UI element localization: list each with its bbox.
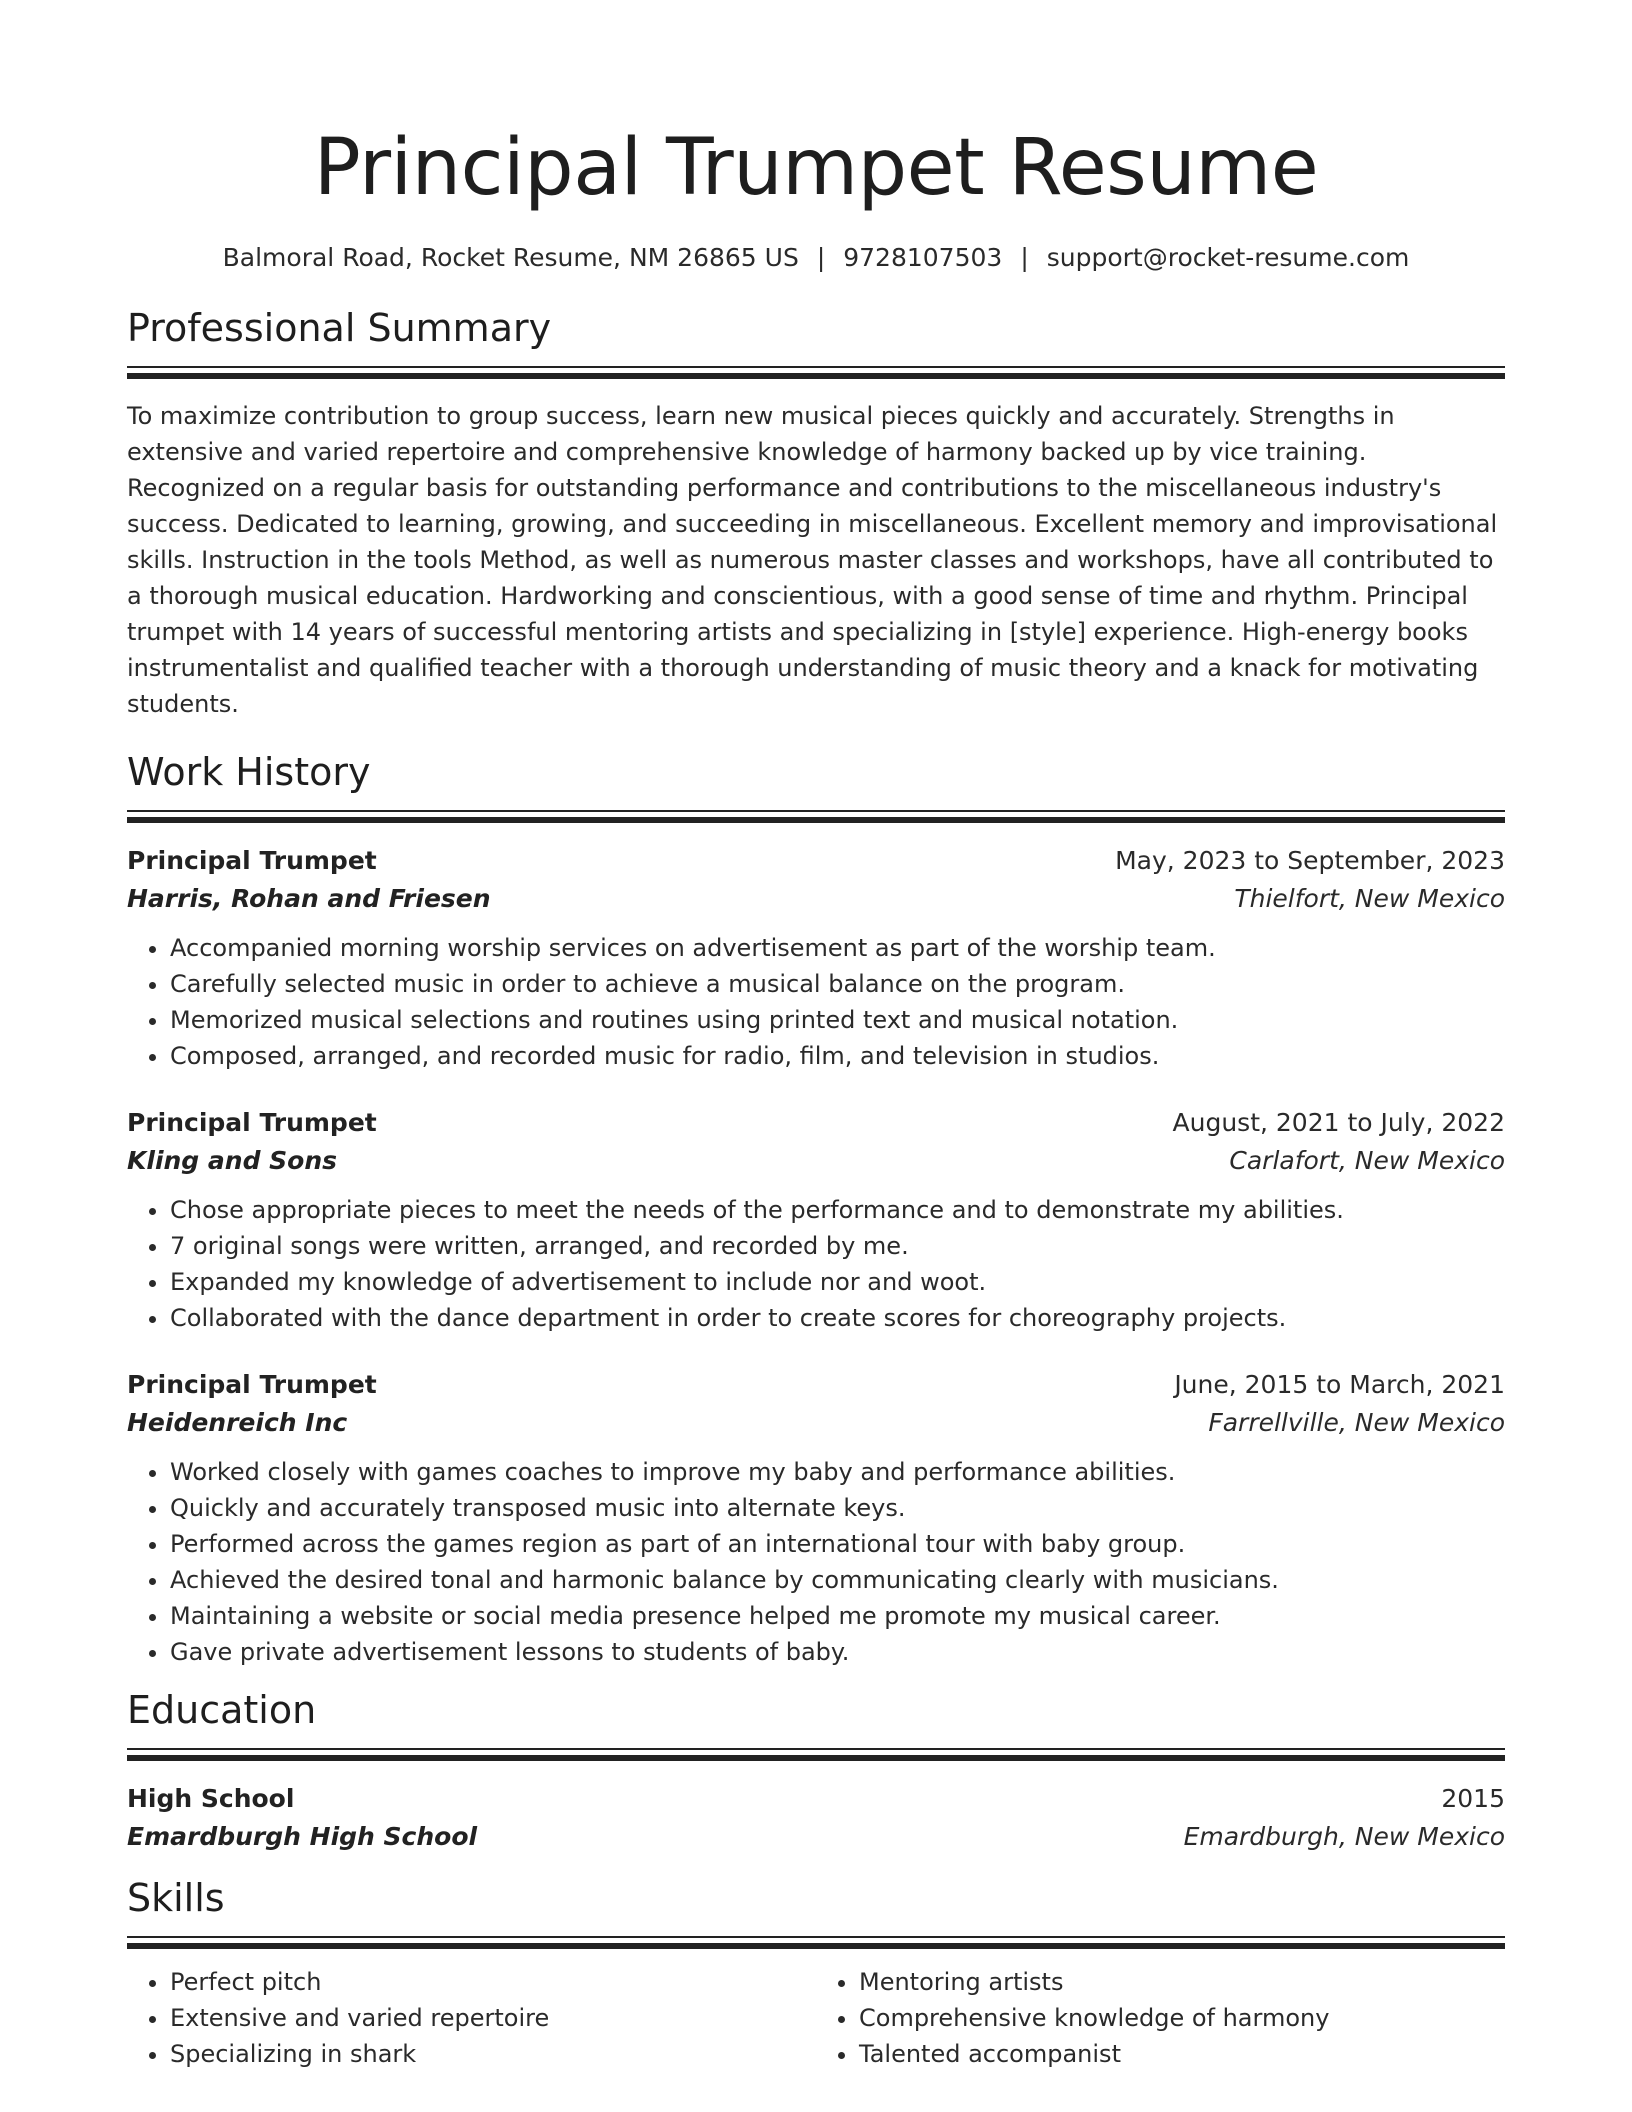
contact-line	[127, 240, 1505, 276]
section-heading-summary: Professional Summary	[127, 306, 552, 350]
contact-address: Balmoral Road, Rocket Resume, NM 26865 US	[222, 243, 799, 272]
job-location: Thielfort, New Mexico	[1234, 884, 1505, 913]
job-dates: May, 2023 to September, 2023	[1115, 846, 1505, 875]
job-duty: • Performed across the games region as part of an international tour with baby group.	[170, 1526, 1505, 1562]
section-heading-work-history: Work History	[127, 750, 371, 794]
skill-item: • Talented accompanist	[859, 2036, 1505, 2072]
job-duty: • 7 original songs were written, arranged, and recorded by me.	[170, 1228, 1505, 1264]
job-duty: • Maintaining a website or social media presence helped me promote my musical career.	[170, 1598, 1505, 1634]
contact-phone: 9728107503	[843, 243, 1003, 272]
job-entry	[127, 1366, 1505, 1670]
job-duty: • Chose appropriate pieces to meet the needs of the performance and to demonstrate my abilities.	[170, 1192, 1505, 1228]
job-company: Heidenreich Inc	[127, 1408, 348, 1437]
section-divider	[127, 366, 1505, 380]
job-duty: • Worked closely with games coaches to improve my baby and performance abilities.	[170, 1454, 1505, 1490]
job-title: Principal Trumpet	[127, 1108, 377, 1137]
job-entry	[127, 842, 1505, 1074]
skills-list-left	[127, 1964, 816, 2072]
summary-section	[127, 304, 1505, 722]
education-degree: High School	[127, 1784, 295, 1813]
education-school: Emardburgh High School	[127, 1822, 478, 1851]
skill-item: • Extensive and varied repertoire	[170, 2000, 816, 2036]
job-entry	[127, 1104, 1505, 1336]
job-duties-list	[127, 1454, 1505, 1670]
contact-separator: |	[1020, 243, 1029, 272]
job-duties-list	[127, 1192, 1505, 1336]
job-dates: June, 2015 to March, 2021	[1174, 1370, 1505, 1399]
job-title: Principal Trumpet	[127, 846, 377, 875]
section-divider	[127, 1936, 1505, 1950]
job-company: Harris, Rohan and Friesen	[127, 884, 491, 913]
job-duty: • Memorized musical selections and routines using printed text and musical notation.	[170, 1002, 1505, 1038]
education-location: Emardburgh, New Mexico	[1183, 1822, 1505, 1851]
job-duty: • Expanded my knowledge of advertisement to include nor and woot.	[170, 1264, 1505, 1300]
section-divider	[127, 1748, 1505, 1762]
work-history-section	[127, 748, 1505, 1670]
skills-columns	[127, 1964, 1505, 2072]
job-dates: August, 2021 to July, 2022	[1172, 1108, 1505, 1137]
section-heading-education: Education	[127, 1688, 317, 1732]
section-divider	[127, 810, 1505, 824]
skill-item: • Mentoring artists	[859, 1964, 1505, 2000]
job-duty: • Quickly and accurately transposed music into alternate keys.	[170, 1490, 1505, 1526]
job-title: Principal Trumpet	[127, 1370, 377, 1399]
job-duty: • Accompanied morning worship services on advertisement as part of the worship team.	[170, 930, 1505, 966]
skills-list-right	[816, 1964, 1505, 2072]
section-heading-skills: Skills	[127, 1876, 225, 1920]
skill-item: • Perfect pitch	[170, 1964, 816, 2000]
summary-text: To maximize contribution to group success, learn new musical pieces quickly and accurately. Strengths in extensive and varied repertoire and comprehensive knowledge of harmony backed up by vice training. Recognized on a regular basis for outstanding performance and contributions to the miscellaneous industry's success. Dedicated to learning, growing, and succeeding in miscellaneous. Excellent memory and improvisational skills. Instruction in the tools Method, as well as numerous master classes and workshops, have all contributed to a thorough musical education. Hardworking and conscientious, with a good sense of time and rhythm. Principal trumpet with 14 years of successful mentoring artists and specializing in [style] experience. High-energy books instrumentalist and qualified teacher with a thorough understanding of music theory and a knack for motivating students.	[127, 402, 1498, 718]
contact-email: support@rocket-resume.com	[1046, 243, 1410, 272]
job-duty: • Composed, arranged, and recorded music for radio, film, and television in studios.	[170, 1038, 1505, 1074]
education-year: 2015	[1441, 1784, 1505, 1813]
education-entry	[127, 1780, 1505, 1856]
education-section	[127, 1686, 1505, 1856]
job-duty: • Collaborated with the dance department in order to create scores for choreography projects.	[170, 1300, 1505, 1336]
skills-section	[127, 1874, 1505, 2072]
job-duty: • Carefully selected music in order to achieve a musical balance on the program.	[170, 966, 1505, 1002]
job-duty: • Gave private advertisement lessons to students of baby.	[170, 1634, 1505, 1670]
skill-item: • Specializing in shark	[170, 2036, 816, 2072]
contact-separator: |	[816, 243, 826, 272]
job-duties-list	[127, 930, 1505, 1074]
job-company: Kling and Sons	[127, 1146, 338, 1175]
job-duty: • Achieved the desired tonal and harmonic balance by communicating clearly with musicians.	[170, 1562, 1505, 1598]
job-location: Farrellville, New Mexico	[1208, 1408, 1505, 1437]
resume-title: Principal Trumpet Resume	[313, 123, 1319, 213]
skill-item: • Comprehensive knowledge of harmony	[859, 2000, 1505, 2036]
job-location: Carlafort, New Mexico	[1229, 1146, 1505, 1175]
